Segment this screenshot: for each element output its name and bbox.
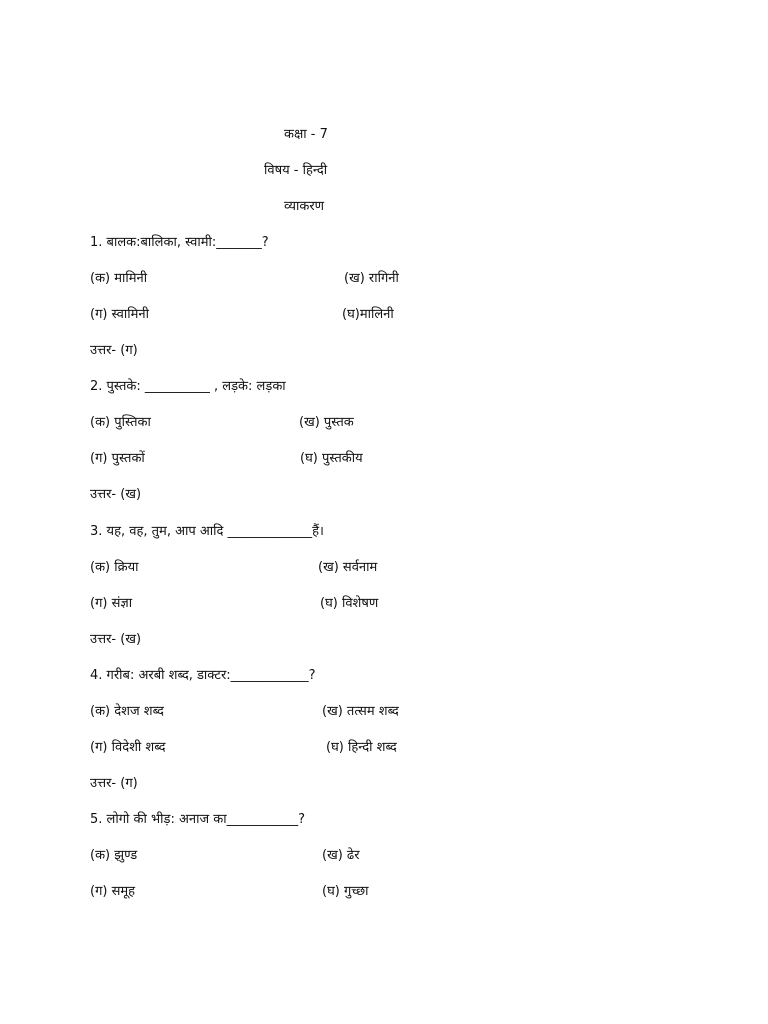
q2-option-kha: (ख) पुस्तक [299, 415, 354, 430]
question-4: 4. गरीब: अरबी शब्द, डाक्टर:____________? [90, 668, 316, 683]
question-3: 3. यह, वह, तुम, आप आदि _____________हैं। [90, 524, 324, 539]
q3-answer: उत्तर- (ख) [90, 632, 142, 647]
q1-option-ka: (क) मामिनी [90, 271, 148, 286]
q1-option-kha: (ख) रागिनी [344, 271, 399, 286]
q5-option-ga: (ग) समूह [90, 884, 136, 899]
question-5: 5. लोगो की भीड़: अनाज का___________? [90, 812, 306, 827]
q3-option-ga: (ग) संज्ञा [90, 596, 133, 611]
q1-option-gha: (घ)मालिनी [342, 307, 394, 322]
q4-answer: उत्तर- (ग) [90, 776, 138, 791]
q3-option-ka: (क) क्रिया [90, 560, 139, 575]
question-2: 2. पुस्तके: __________ , लड़के: लड़का [90, 379, 286, 394]
topic-heading: व्याकरण [284, 199, 325, 214]
class-heading: कक्षा - 7 [284, 127, 328, 142]
q1-answer: उत्तर- (ग) [90, 343, 138, 358]
subject-heading: विषय - हिन्दी [264, 163, 328, 178]
q1-option-ga: (ग) स्वामिनी [90, 307, 149, 322]
q4-option-ka: (क) देशज शब्द [90, 704, 164, 719]
q5-option-kha: (ख) ढेर [322, 848, 360, 863]
q2-option-ga: (ग) पुस्तकों [90, 451, 145, 466]
q2-option-gha: (घ) पुस्तकीय [300, 451, 363, 466]
question-1: 1. बालक:बालिका, स्वामी:_______? [90, 235, 269, 250]
q5-option-ka: (क) झुण्ड [90, 848, 138, 863]
q3-option-kha: (ख) सर्वनाम [318, 560, 378, 575]
q4-option-gha: (घ) हिन्दी शब्द [326, 740, 397, 755]
q3-option-gha: (घ) विशेषण [320, 596, 379, 611]
q4-option-ga: (ग) विदेशी शब्द [90, 740, 166, 755]
q4-option-kha: (ख) तत्सम शब्द [322, 704, 399, 719]
q2-option-ka: (क) पुस्तिका [90, 415, 151, 430]
q5-option-gha: (घ) गुच्छा [322, 884, 369, 899]
q2-answer: उत्तर- (ख) [90, 487, 142, 502]
